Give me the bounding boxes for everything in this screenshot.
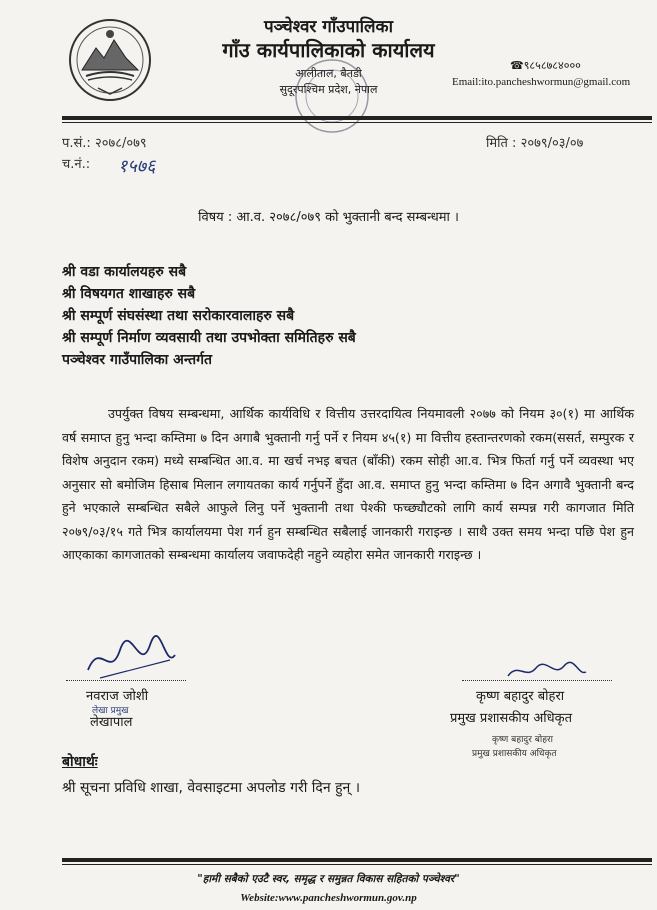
cc-label: बोधार्थः [62,754,98,770]
letter-body: उपर्युक्त विषय सम्बन्धमा, आर्थिक कार्यविधि र वित्तीय उत्तरदायित्व नियमावली २०७७ को नियम ३०(१) मा आर्थिक वर्ष समाप्त हुनु भन्दा कम्तिमा ७ दिन अगाबै भुक्तानी गर्नु पर्ने र नियम ४५(१) मा वित्तीय हस्तान्तरणको रकम(ससर्त, सम्पुरक र विशेष अनुदान रकम) मध्ये सम्बन्धित आ.व. मा खर्च नभइ बचत (बाँकी) रकम सोही आ.व. भित्र फिर्ता गर्नु पर्ने व्यवस्था भए अनुसार सो बमोजिम हिसाब मिलान लगायतका कार्य गर्नुपर्ने हुँदा आ.व. समाप्त हुनु भन्दा कम्तिमा ७ दिन अगावै भुक्तानी बन्द हुने भएकाले सम्बन्धित सबैले आफुले लिनु पर्ने भुक्तानी तथा पेश्की फच्छ्यौटको लागि कार्य सम्पन्न गरी कागजात मिति २०७९/०३/१५ गते भित्र कार्यालयमा पेश गर्न हुन सम्बन्धित सबैलाई जानकारी गराइन्छ । साथै उक्त समय भन्दा पछि पेश हुन आएकाका कागजातको सम्बन्धमा कार्यालय जवाफदेही नहुने व्यहोरा समेत जानकारी गराइन्छ । [62,406,634,562]
addressee-line: श्री वडा कार्यालयहरु सबै [62,264,187,280]
dispatch-number: १५७६ [118,156,156,177]
footer-website: Website:www.pancheshwormun.gov.np [240,892,417,904]
reference-number: प.सं.: २०७८/०७९ [62,136,147,151]
footer-divider [62,858,652,862]
signature-right-icon [504,656,588,686]
signature-line-left [66,680,186,681]
org-name: पञ्चेश्वर गाँउपालिका [263,17,393,37]
signatory-left-title: लेखापाल [90,715,133,730]
letter-date: मिति : २०७९/०३/०७ [486,136,584,151]
header-divider-thin [62,122,652,123]
office-seal-stamp-icon [292,56,372,136]
signatory-right-title: प्रमुख प्रशासकीय अधिकृत [450,711,573,726]
office-location: आलीताल, बैतडी [295,67,362,80]
email-address: Email:ito.pancheshwormun@gmail.com [452,76,631,88]
cc-line: श्री सूचना प्रविधि शाखा, वेवसाइटमा अपलोड गरी दिन हुन् । [62,780,361,796]
signatory-left-stamp: लेखा प्रमुख [92,706,129,716]
office-province: सुदूरपश्चिम प्रदेश, नेपाल [279,83,378,96]
stamp-right-title: प्रमुख प्रशासकीय अधिकृत [472,749,557,759]
signature-line-right [462,680,612,681]
addressee-line: श्री सम्पूर्ण निर्माण व्यवसायी तथा उपभोक्ता समितिहरु सबै [62,330,356,346]
dispatch-label: च.नं.: [62,157,91,172]
signatory-left-name: नवराज जोशी [86,689,149,704]
addressee-line: श्री सम्पूर्ण संघसंस्था तथा सरोकारवालाहरु सबै [62,308,295,324]
footer-divider-thin [62,864,652,865]
addressee-line: श्री विषयगत शाखाहरु सबै [62,286,196,302]
stamp-right-name: कृष्ण बहादुर बोहरा [492,735,554,745]
header-divider [62,116,652,120]
phone-number: ☎९८५८७८४००० [510,59,581,72]
office-name: गाँउ कार्यपालिकाको कार्यालय [222,38,435,62]
letter-subject: विषय : आ.व. २०७८/०७९ को भुक्तानी बन्द सम्बन्धमा । [198,210,459,225]
footer-motto: "हामी सबैको एउटै स्वर, समृद्ध र समुन्नत विकास सहितको पञ्चेश्वर" [197,873,460,885]
addressee-line: पञ्चेश्वर गाउँपालिका अन्तर्गत [62,352,212,368]
signature-left-icon [80,630,180,686]
signatory-right-name: कृष्ण बहादुर बोहरा [476,689,565,704]
